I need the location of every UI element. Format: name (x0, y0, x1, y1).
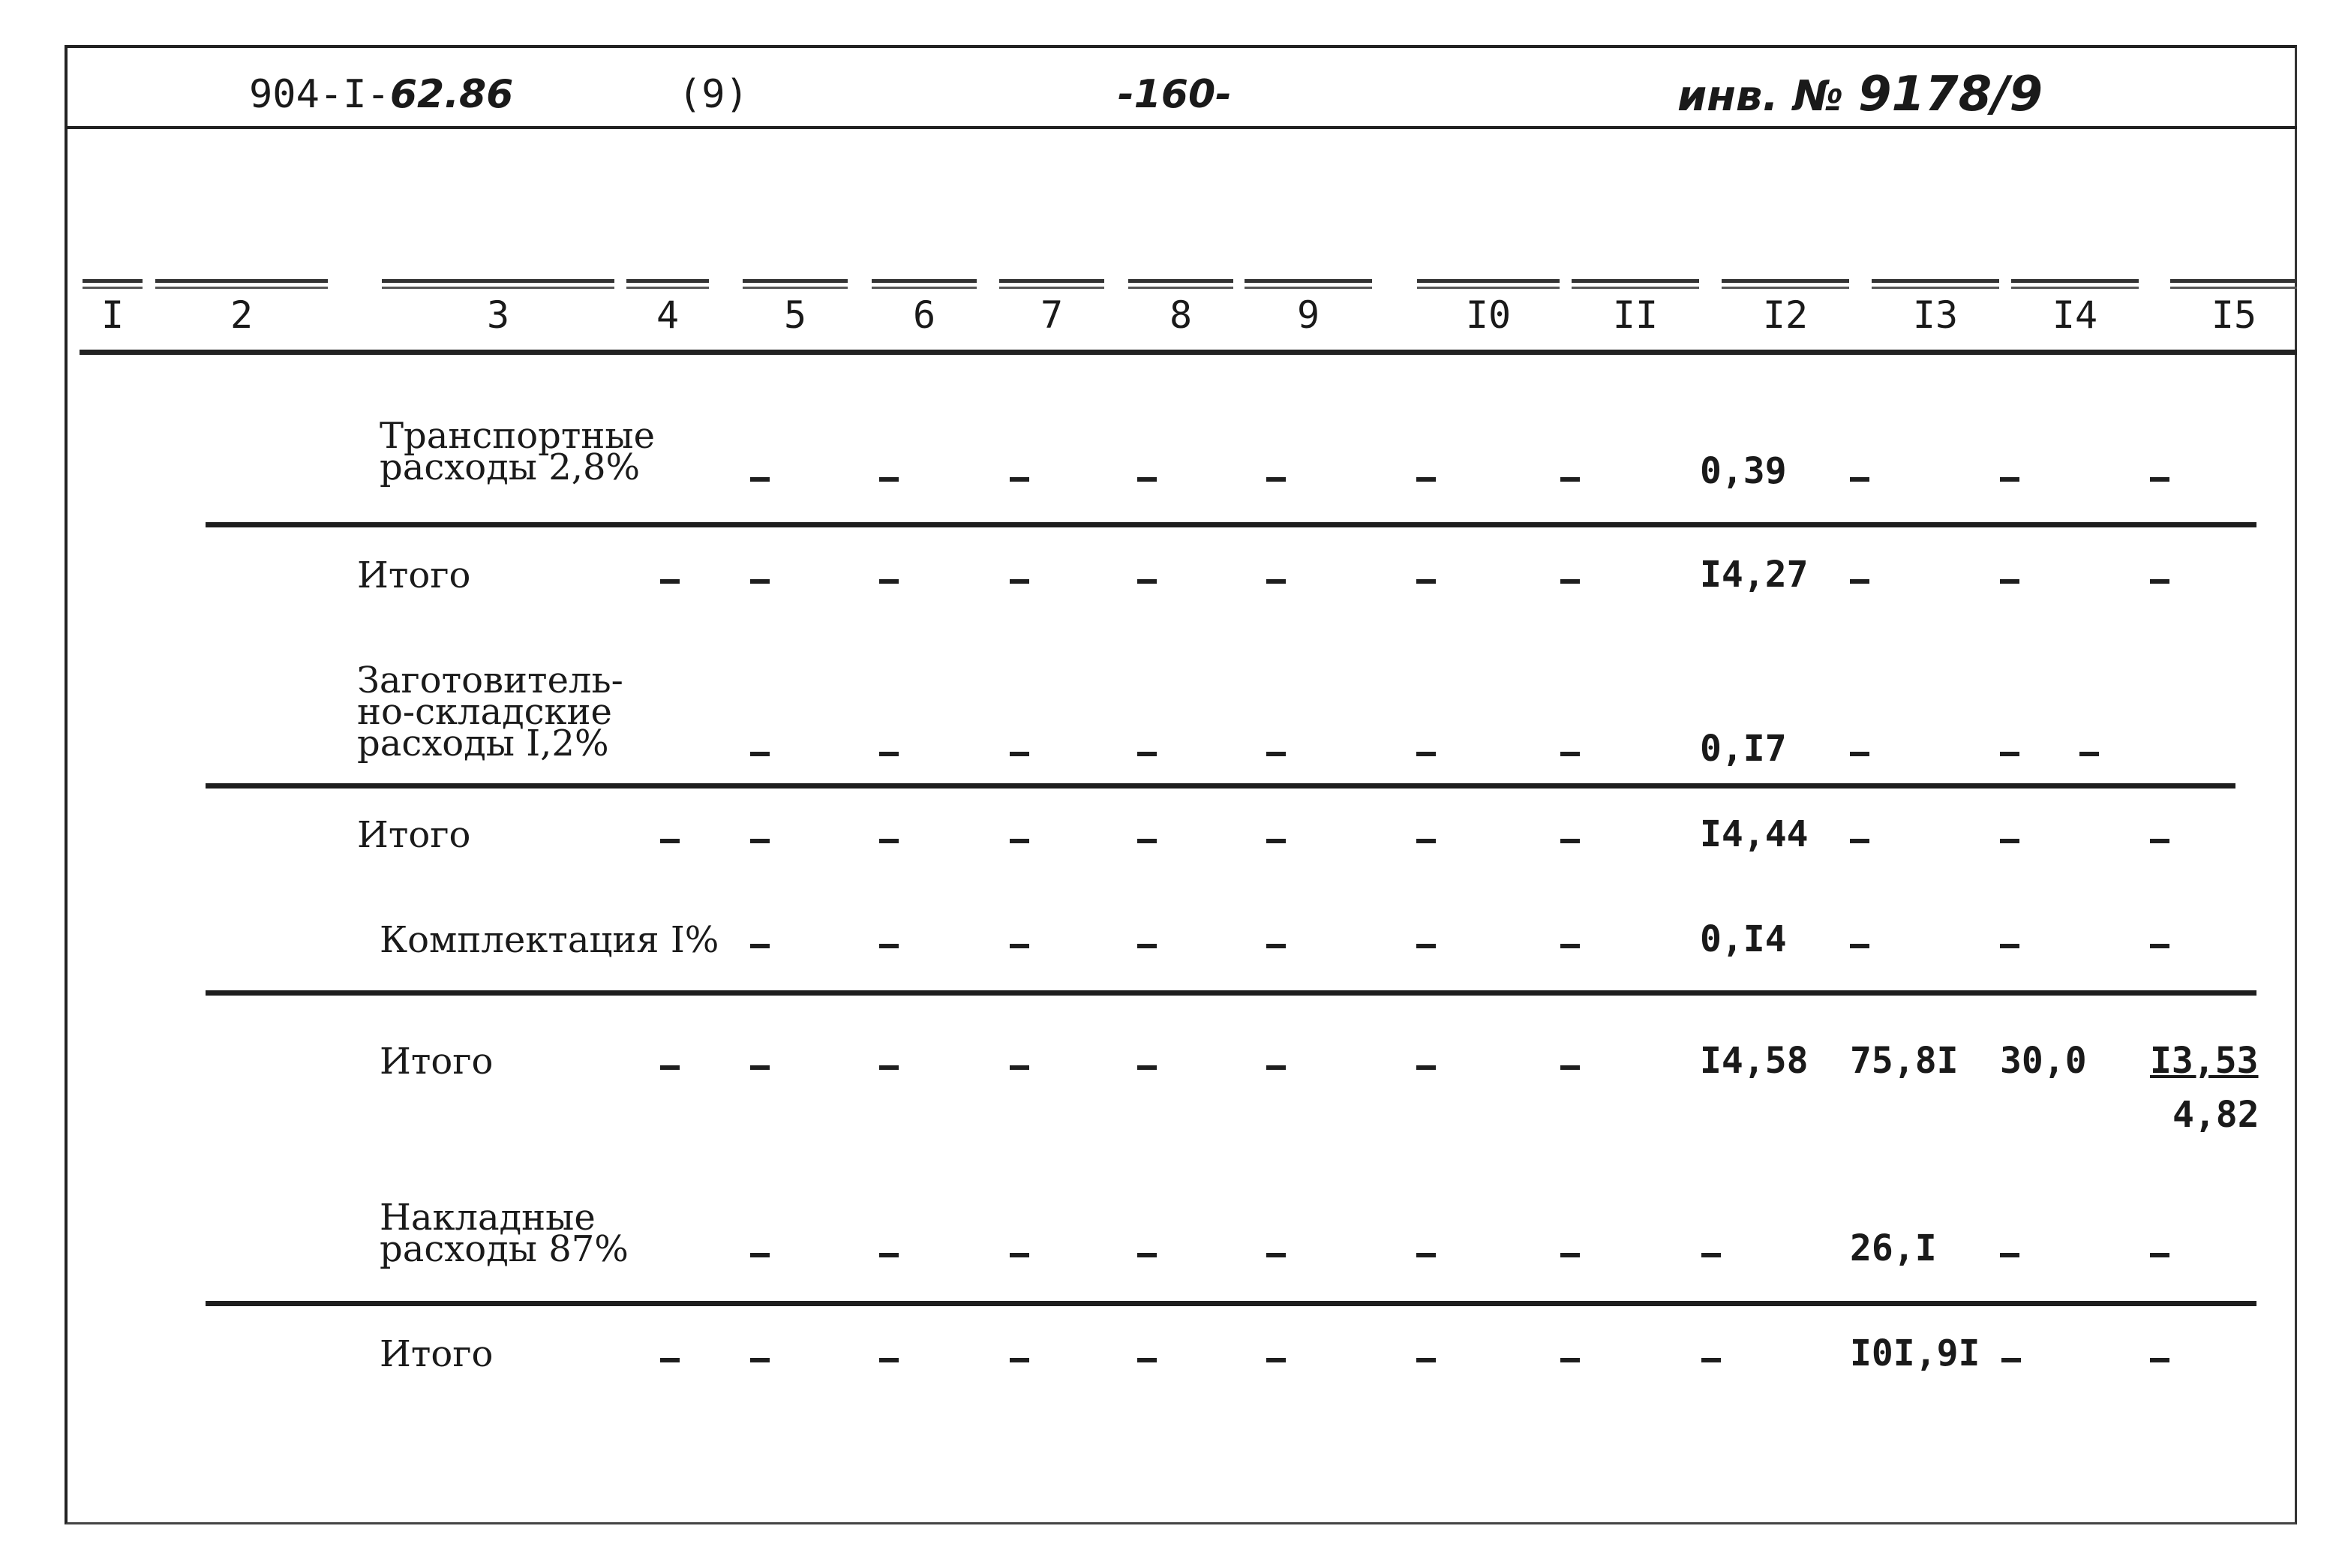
empty-cell-dash (1010, 477, 1029, 482)
empty-cell-dash (1010, 752, 1029, 756)
column-dash (1245, 279, 1372, 283)
empty-cell-dash (1266, 944, 1286, 948)
empty-cell-dash (1560, 839, 1580, 843)
column-number: II (1612, 293, 1659, 337)
cell-c12: 0,39 (1700, 450, 1787, 492)
row-label-total: Итого (380, 1041, 494, 1083)
row-label-overhead: Накладные расходы 87% (380, 1197, 629, 1270)
empty-cell-dash (2150, 944, 2169, 948)
empty-cell-dash (750, 752, 770, 756)
column-dash (1722, 287, 1849, 289)
empty-cell-dash (879, 477, 899, 482)
empty-cell-dash (1266, 839, 1286, 843)
empty-cell-dash (1137, 944, 1157, 948)
empty-cell-dash (1010, 1253, 1029, 1257)
column-dash (1872, 279, 1999, 283)
cell-c12: 0,I4 (1700, 918, 1787, 960)
cell-c13: 75,8I (1850, 1040, 1959, 1082)
doc-code-handwritten: 62.86 (389, 72, 514, 117)
column-dash (2011, 279, 2139, 283)
column-number: I4 (2052, 293, 2098, 337)
column-dash (743, 279, 848, 283)
empty-cell-dash (2079, 752, 2099, 756)
column-number: I5 (2211, 293, 2257, 337)
empty-cell-dash (1010, 1065, 1029, 1070)
header-rule (65, 126, 2297, 129)
column-dash (382, 287, 614, 289)
doc-code (249, 72, 513, 117)
empty-cell-dash (879, 1358, 899, 1362)
cell-c12: 0,I7 (1700, 728, 1787, 770)
column-number: I2 (1762, 293, 1809, 337)
column-dash (83, 279, 143, 283)
empty-cell-dash (750, 839, 770, 843)
empty-cell-dash (1416, 1358, 1436, 1362)
column-dash (1722, 279, 1849, 283)
row-rule (206, 990, 2256, 996)
empty-cell-dash (2001, 1358, 2021, 1362)
column-dash (1245, 287, 1372, 289)
empty-cell-dash (750, 1358, 770, 1362)
empty-cell-dash (1416, 477, 1436, 482)
column-dash (999, 287, 1104, 289)
empty-cell-dash (2150, 477, 2169, 482)
column-dash (999, 279, 1104, 283)
empty-cell-dash (879, 1253, 899, 1257)
empty-cell-dash (1266, 579, 1286, 584)
empty-cell-dash (1560, 752, 1580, 756)
empty-cell-dash (2000, 579, 2019, 584)
column-number: 8 (1169, 293, 1193, 337)
empty-cell-dash (1416, 839, 1436, 843)
empty-cell-dash (750, 579, 770, 584)
column-dash (1572, 279, 1699, 283)
empty-cell-dash (750, 477, 770, 482)
cell-c15-denominator: 4,82 (2172, 1094, 2259, 1136)
empty-cell-dash (2000, 477, 2019, 482)
row-label-total: Итого (357, 554, 471, 596)
empty-cell-dash (1850, 839, 1869, 843)
cell-c15-numerator: I3,53 (2150, 1040, 2259, 1082)
column-number: 6 (912, 293, 936, 337)
empty-cell-dash (1560, 944, 1580, 948)
empty-cell-dash (879, 1065, 899, 1070)
column-dash (1128, 287, 1233, 289)
empty-cell-dash (660, 1358, 680, 1362)
column-number: 4 (656, 293, 680, 337)
row-rule (206, 1301, 2256, 1306)
column-dash (382, 279, 614, 283)
empty-cell-dash (660, 839, 680, 843)
column-dash (872, 279, 977, 283)
empty-cell-dash (879, 752, 899, 756)
empty-cell-dash (1850, 579, 1869, 584)
empty-cell-dash (2000, 839, 2019, 843)
cell-c12: I4,44 (1700, 813, 1809, 855)
empty-cell-dash (1010, 579, 1029, 584)
empty-cell-dash (1850, 944, 1869, 948)
column-number: 7 (1040, 293, 1064, 337)
column-dash (1417, 287, 1560, 289)
empty-cell-dash (879, 944, 899, 948)
column-number: 9 (1296, 293, 1320, 337)
empty-cell-dash (750, 1065, 770, 1070)
column-dash (626, 279, 709, 283)
empty-cell-dash (1560, 1253, 1580, 1257)
empty-cell-dash (2000, 1253, 2019, 1257)
empty-cell-dash (2150, 1253, 2169, 1257)
column-dash (155, 279, 328, 283)
empty-cell-dash (1266, 477, 1286, 482)
column-dash (743, 287, 848, 289)
doc-code-printed: 904-I- (249, 72, 390, 117)
page-number: -160- (1118, 72, 1232, 117)
column-dash (83, 287, 143, 289)
row-rule (206, 522, 2256, 527)
empty-cell-dash (1560, 579, 1580, 584)
empty-cell-dash (1010, 944, 1029, 948)
inventory-value: 9178/9 (1858, 67, 2043, 122)
empty-cell-dash (1560, 1358, 1580, 1362)
empty-cell-dash (1137, 1253, 1157, 1257)
empty-cell-dash (1850, 477, 1869, 482)
empty-cell-dash (1137, 752, 1157, 756)
empty-cell-dash (2000, 944, 2019, 948)
empty-cell-dash (1137, 839, 1157, 843)
column-number: I0 (1465, 293, 1512, 337)
column-header-rule (80, 350, 2297, 355)
empty-cell-dash (2000, 752, 2019, 756)
empty-cell-dash (1266, 1253, 1286, 1257)
empty-cell-dash (1137, 579, 1157, 584)
column-dash (872, 287, 977, 289)
column-dash (2170, 287, 2297, 289)
empty-cell-dash (1137, 477, 1157, 482)
empty-cell-dash (1010, 1358, 1029, 1362)
empty-cell-dash (660, 579, 680, 584)
row-label-total: Итого (357, 814, 471, 856)
row-label-transport: Транспортные расходы 2,8% (380, 415, 656, 488)
empty-cell-dash (1416, 1253, 1436, 1257)
column-dash (1417, 279, 1560, 283)
row-label-completion: Комплектация I% (380, 919, 719, 961)
cell-c12: I4,58 (1700, 1040, 1809, 1082)
empty-cell-dash (1266, 1358, 1286, 1362)
empty-cell-dash (1416, 1065, 1436, 1070)
empty-cell-dash (879, 579, 899, 584)
row-rule (206, 783, 2235, 789)
row-label-procurement: Заготовитель- но-складские расходы I,2% (357, 659, 623, 764)
empty-cell-dash (1137, 1065, 1157, 1070)
column-dash (1128, 279, 1233, 283)
inventory-label: инв. № (1677, 72, 1844, 121)
column-dash (155, 287, 328, 289)
empty-cell-dash (2150, 1358, 2169, 1362)
empty-cell-dash (660, 1065, 680, 1070)
column-number: I (101, 293, 125, 337)
empty-cell-dash (1266, 1065, 1286, 1070)
cell-c14: 30,0 (2000, 1040, 2087, 1082)
empty-cell-dash (1416, 752, 1436, 756)
empty-cell-dash (879, 839, 899, 843)
empty-cell-dash (1416, 944, 1436, 948)
column-dash (1872, 287, 1999, 289)
empty-cell-dash (750, 1253, 770, 1257)
inventory-number (1677, 67, 2043, 122)
column-number: 5 (783, 293, 807, 337)
empty-cell-dash (1560, 1065, 1580, 1070)
column-dash (2011, 287, 2139, 289)
cell-c13: 26,I (1850, 1227, 1937, 1269)
column-dash (2170, 279, 2297, 283)
empty-cell-dash (2150, 839, 2169, 843)
empty-cell-dash (1560, 477, 1580, 482)
empty-cell-dash (1701, 1358, 1721, 1362)
empty-cell-dash (1266, 752, 1286, 756)
sheet-number: (9) (678, 72, 749, 117)
empty-cell-dash (1850, 752, 1869, 756)
column-number: 3 (486, 293, 510, 337)
row-label-total: Итого (380, 1333, 494, 1375)
empty-cell-dash (1137, 1358, 1157, 1362)
empty-cell-dash (750, 944, 770, 948)
cell-c13: I0I,9I (1850, 1332, 1980, 1374)
cell-c12: I4,27 (1700, 554, 1809, 596)
column-dash (626, 287, 709, 289)
column-number: 2 (230, 293, 254, 337)
empty-cell-dash (1416, 579, 1436, 584)
empty-cell-dash (1010, 839, 1029, 843)
empty-cell-dash (2150, 579, 2169, 584)
column-number: I3 (1912, 293, 1959, 337)
empty-cell-dash (1701, 1253, 1721, 1257)
column-dash (1572, 287, 1699, 289)
